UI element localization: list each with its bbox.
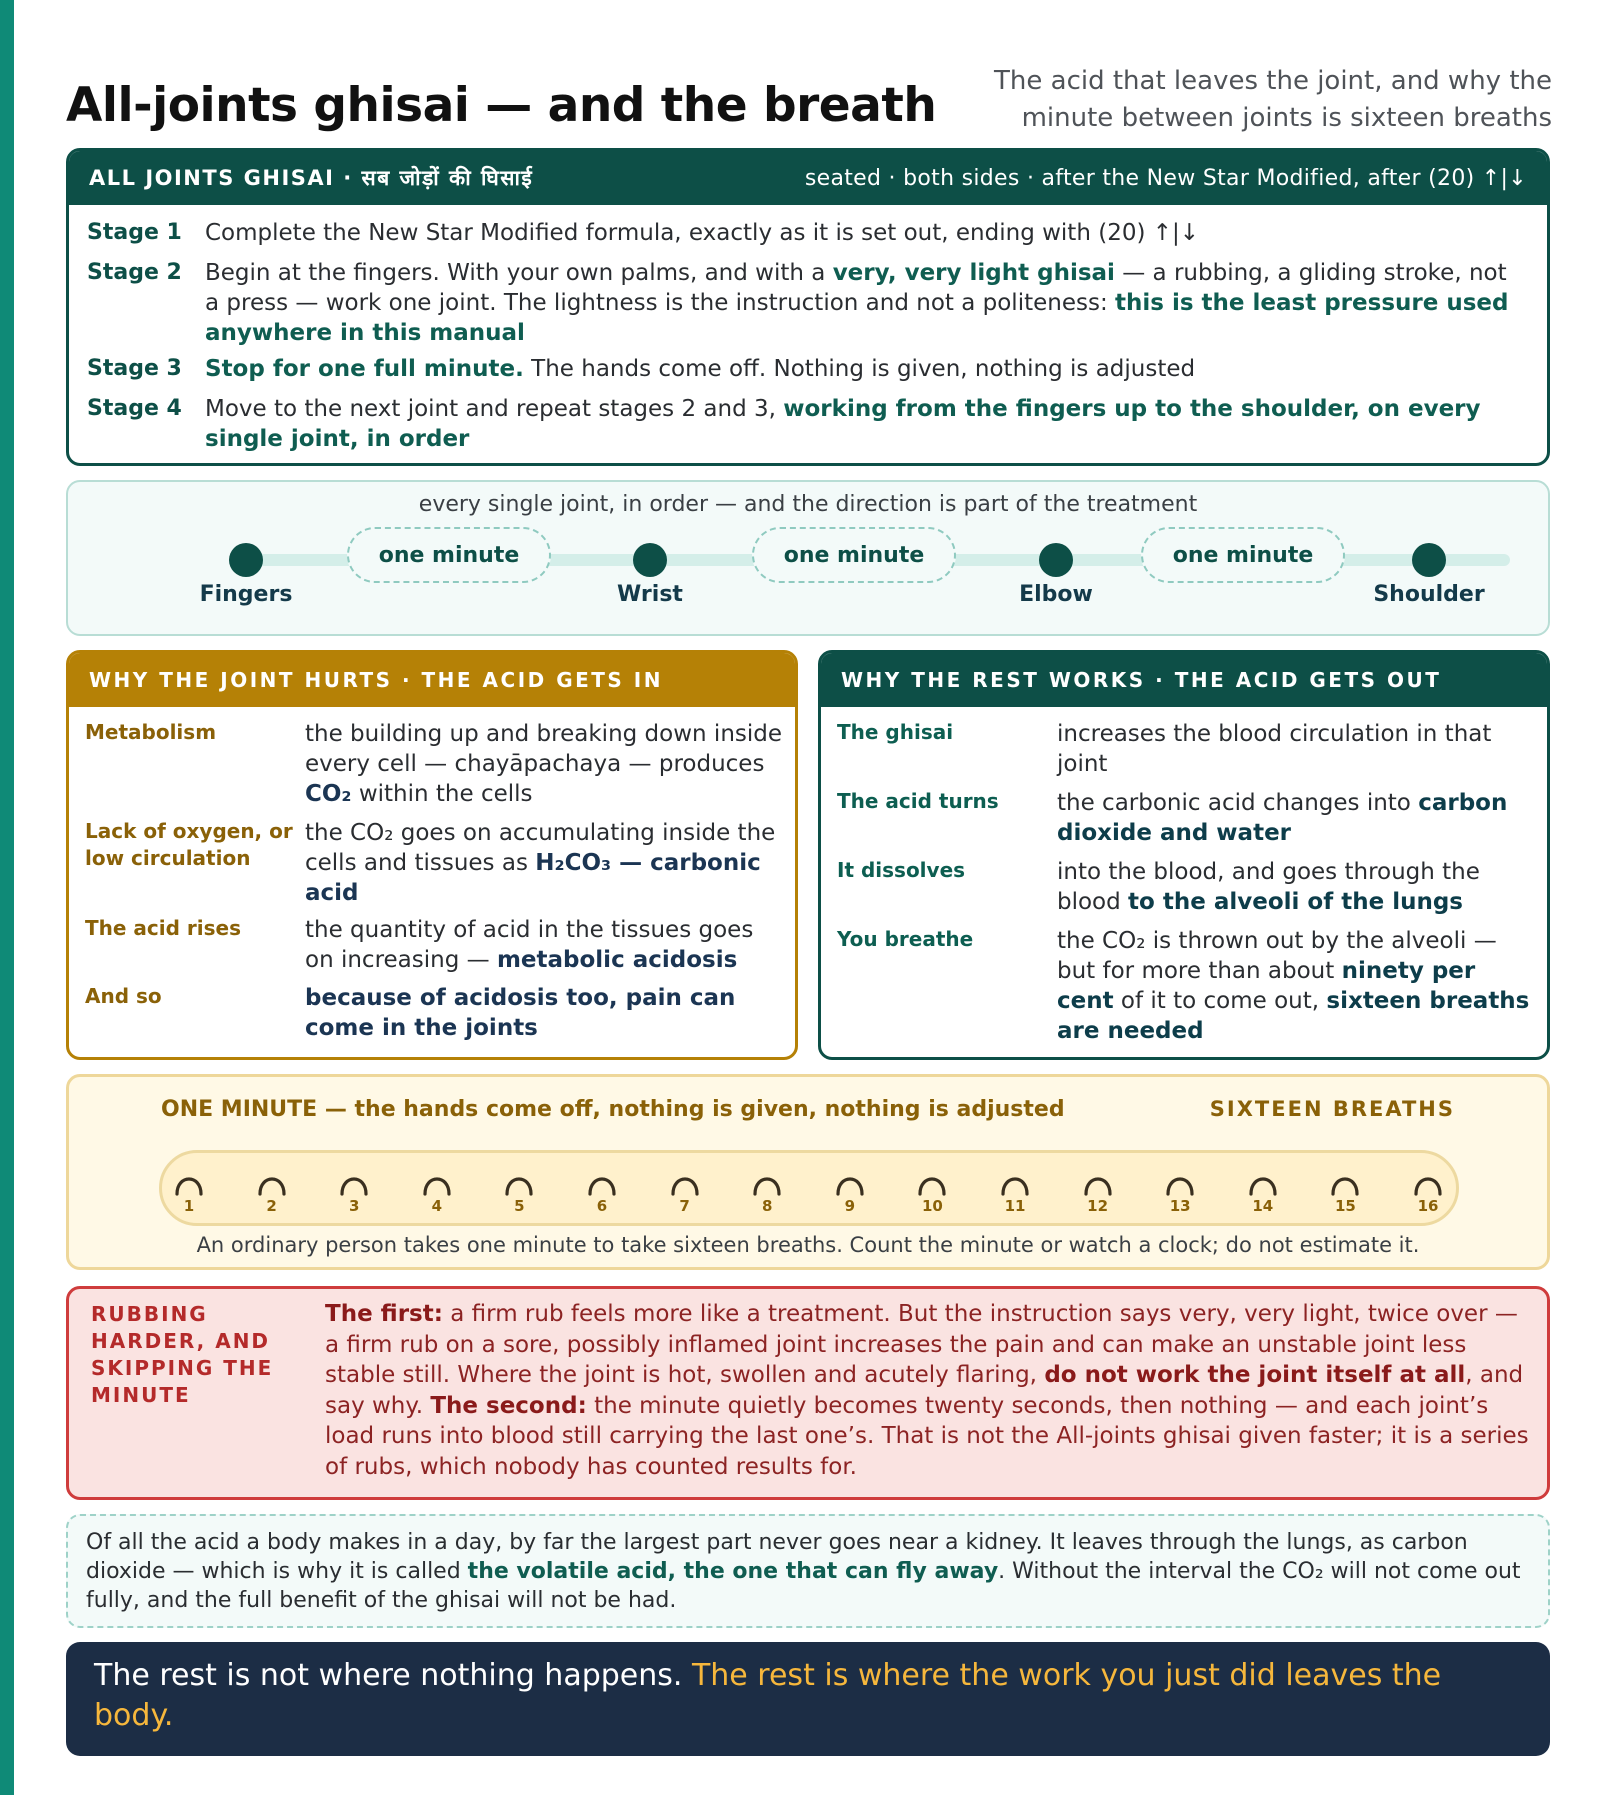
breaths-caption: An ordinary person takes one minute to take sixteen breaths. Count the minute or watch a clock; do not estimate it. [196,1233,1420,1257]
breath-number: 12 [1087,1197,1109,1215]
why-out-row [837,719,1535,779]
why-joint-hurts-header: WHY THE JOINT HURTS · THE ACID GETS IN [69,653,795,707]
joint-sequence-panel [66,480,1550,636]
why-in-text: the quantity of acid in the tissues goes on increasing — metabolic acidosis [305,917,754,973]
breath-number: 16 [1417,1197,1439,1215]
joint-dot-elbow [1039,543,1073,577]
left-accent-bar [0,0,14,1795]
why-in-text: because of acidosis too, pain can come in the joints [305,985,736,1041]
breath-mark-icon [1248,1168,1278,1196]
breath-mark-icon [1083,1168,1113,1196]
why-in-text: the building up and breaking down inside every cell — chayāpachaya — produces CO₂ within the cells [305,721,783,807]
stage-text: Stop for one full minute. The hands come off. Nothing is given, nothing is adjusted [205,356,1196,382]
why-in-row [85,818,783,908]
breath-number: 5 [514,1197,525,1215]
page-subtitle: The acid that leaves the joint, and why the minute between joints is sixteen breaths [994,66,1552,133]
breath-mark-icon [339,1168,369,1196]
why-out-row [837,857,1535,917]
why-rest-works-header: WHY THE REST WORKS · THE ACID GETS OUT [821,653,1547,707]
stages-card-header [69,151,1547,205]
breath-mark-icon [422,1168,452,1196]
stage-label: Stage 2 [87,260,182,285]
joint-sequence-caption: every single joint, in order — and the direction is part of the treatment [418,492,1198,517]
why-in-label: Metabolism [85,720,217,744]
stage-text: Complete the New Star Modified formula, exactly as it is set out, ending with (20) ↑|↓ [205,220,1200,246]
breath-number: 3 [348,1197,360,1215]
interval-pill: one minute [1141,527,1345,583]
why-out-label: The ghisai [837,720,954,744]
stages-card [66,148,1550,466]
why-out-label: The acid turns [837,789,999,813]
why-in-label: And so [85,984,162,1008]
stage-row-4 [87,394,1523,454]
warning-card [66,1286,1550,1500]
why-in-row [85,719,783,809]
stage-text: Move to the next joint and repeat stages 2 and 3, working from the fingers up to the shoulder, on every single joint, in order [205,396,1481,452]
stages-card-title: ALL JOINTS GHISAI · सब जोड़ों की घिसाई [89,166,534,190]
stage-text: Begin at the fingers. With your own palms, and with a very, very light ghisai — a rubbing, a gliding stroke, not a press — work one joint. The lightness is the instruction and not a politeness: this is the least pressure used anywhere in this manual [205,260,1509,346]
why-out-text: increases the blood circulation in that joint [1057,721,1492,777]
interval-pill: one minute [347,527,551,583]
breath-number: 1 [183,1197,195,1215]
warning-text: The first: a firm rub feels more like a treatment. But the instruction says very, very light, twice over — a firm rub on a sore, possibly inflamed joint increases the pain and can make an unstable joint less stable still. Where the joint is hot, swollen and acutely flaring, do not work the joint itself at all, and say why. The second: the minute quietly becomes twenty seconds, then nothing — and each joint’s load runs into blood still carrying the last one’s. That is not the All-joints ghisai given faster; it is a series of rubs, which nobody has counted results for. [325,1301,1529,1480]
joint-label-shoulder: Shoulder [1373,582,1485,607]
why-rest-works-card [818,650,1550,1060]
breaths-right-label: SIXTEEN BREATHS [1209,1097,1455,1121]
why-out-row [837,926,1535,1046]
breath-mark-icon [835,1168,865,1196]
stage-row-3 [87,354,1523,384]
why-in-label: The acid rises [85,916,241,940]
breath-mark-icon [174,1168,204,1196]
why-joint-hurts-card [66,650,798,1060]
breath-number: 6 [596,1197,608,1215]
breath-number: 11 [1004,1197,1026,1215]
joint-label-elbow: Elbow [1019,582,1093,607]
breath-number: 14 [1252,1197,1274,1215]
breath-mark-icon [1330,1168,1360,1196]
conclusion-text: The rest is not where nothing happens. The rest is where the work you just did leaves the body. [94,1658,1442,1733]
why-out-row [837,788,1535,848]
breath-mark-icon [1413,1168,1443,1196]
why-in-text: the CO₂ goes on accumulating inside the cells and tissues as H₂CO₃ — carbonic acid [305,820,776,906]
breath-mark-icon [504,1168,534,1196]
joint-label-wrist: Wrist [617,582,683,607]
breath-mark-icon [917,1168,947,1196]
breath-number: 10 [921,1197,943,1215]
breath-number: 9 [844,1197,856,1215]
breath-number: 15 [1334,1197,1356,1215]
stage-label: Stage 1 [87,220,182,245]
breath-mark-icon [752,1168,782,1196]
stage-label: Stage 4 [87,396,182,421]
warning-label: RUBBING HARDER, AND SKIPPING THE MINUTE [91,1302,274,1407]
breath-number: 8 [761,1197,773,1215]
breath-number: 2 [266,1197,277,1215]
breath-mark-icon [587,1168,617,1196]
joint-dot-fingers [229,543,263,577]
stage-row-1 [87,218,1523,248]
page-title: All-joints ghisai — and the breath [66,78,937,133]
why-out-text: the CO₂ is thrown out by the alveoli — but for more than about ninety per cent of it to come out, sixteen breaths are needed [1057,928,1530,1044]
breaths-title: ONE MINUTE — the hands come off, nothing is given, nothing is adjusted [161,1097,1065,1122]
joint-dot-wrist [633,543,667,577]
breath-mark-icon [257,1168,287,1196]
stage-label: Stage 3 [87,356,182,381]
breath-number: 7 [679,1197,690,1215]
breath-number: 4 [431,1197,443,1215]
breath-mark-icon [670,1168,700,1196]
breath-mark-icon [1000,1168,1030,1196]
joint-dot-shoulder [1412,543,1446,577]
why-out-label: You breathe [837,927,974,951]
why-in-row [85,915,783,975]
stages-card-meta: seated · both sides · after the New Star Modified, after (20) ↑|↓ [804,165,1527,191]
why-out-label: It dissolves [837,858,966,882]
breath-mark-icon [1165,1168,1195,1196]
why-in-row [85,983,783,1043]
note-text: Of all the acid a body makes in a day, by far the largest part never goes near a kidney. It leaves through the lungs, as carbon dioxide — which is why it is called the volatile acid, the one that can fly away. Without the interval the CO₂ will not come out fully, and the full benefit of the ghisai will not be had. [86,1530,1521,1613]
sixteen-breaths-panel [66,1074,1550,1270]
conclusion-banner [66,1642,1550,1756]
interval-pill: one minute [752,527,956,583]
why-in-label: Lack of oxygen, or low circulation [85,819,293,870]
breath-number: 13 [1169,1197,1191,1215]
joint-label-fingers: Fingers [199,582,293,607]
why-out-text: into the blood, and goes through the blood to the alveoli of the lungs [1057,859,1480,915]
stage-row-2 [87,258,1523,348]
breaths-track [159,1150,1459,1226]
volatile-acid-note [66,1514,1550,1628]
why-out-text: the carbonic acid changes into carbon dioxide and water [1057,790,1508,846]
